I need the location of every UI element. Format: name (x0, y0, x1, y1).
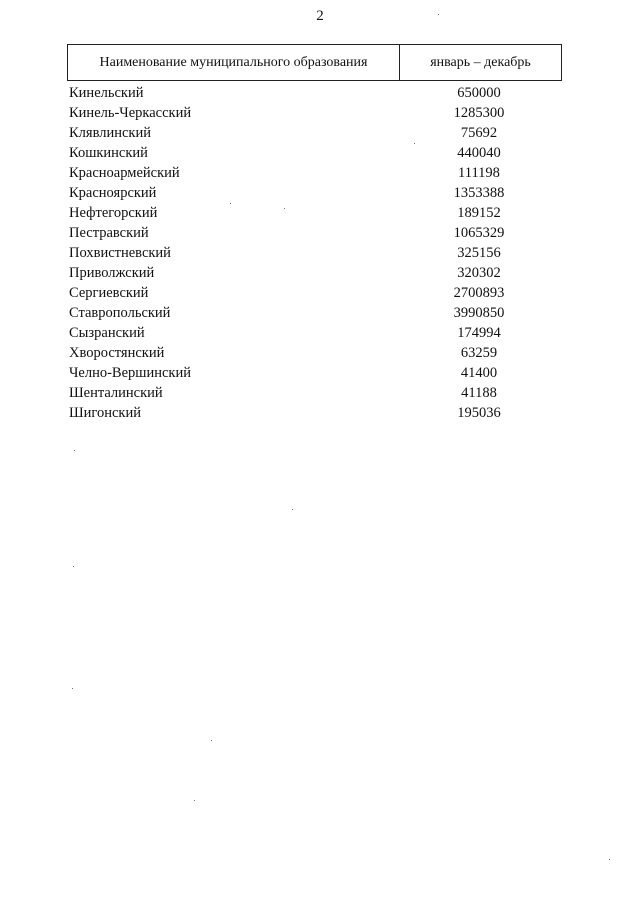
table-row (67, 343, 562, 363)
municipality-name: Похвистневский (69, 244, 171, 261)
table-row (67, 183, 562, 203)
municipality-name: Нефтегорский (69, 204, 158, 221)
table-row (67, 403, 562, 423)
table-header (67, 44, 562, 81)
annual-value: 1353388 (453, 184, 505, 201)
annual-value: 174994 (457, 324, 501, 341)
annual-value: 195036 (457, 404, 501, 421)
annual-value: 320302 (457, 264, 501, 281)
municipality-name: Шенталинский (69, 384, 163, 401)
column-header-period: январь – декабрь (430, 54, 531, 70)
table-row (67, 103, 562, 123)
municipality-name: Приволжский (69, 264, 155, 281)
annual-value: 41188 (461, 384, 497, 401)
table-row (67, 223, 562, 243)
municipality-name: Кинельский (69, 84, 144, 101)
annual-value: 1065329 (453, 224, 505, 241)
table-row (67, 83, 562, 103)
scan-speck (438, 14, 439, 15)
table-row (67, 283, 562, 303)
table-row (67, 383, 562, 403)
municipality-name: Хворостянский (69, 344, 165, 361)
table-row (67, 363, 562, 383)
scan-speck (284, 208, 285, 209)
municipality-name: Пестравский (69, 224, 149, 241)
scan-speck (72, 688, 73, 689)
scan-speck (211, 740, 212, 741)
table-row (67, 123, 562, 143)
municipality-name: Сергиевский (69, 284, 149, 301)
municipality-name: Кошкинский (69, 144, 148, 161)
scan-speck (74, 450, 75, 451)
table-row (67, 303, 562, 323)
municipality-name: Шигонский (69, 404, 141, 421)
annual-value: 63259 (460, 344, 498, 361)
municipality-name: Сызранский (69, 324, 145, 341)
municipality-name: Клявлинский (69, 124, 151, 141)
scan-speck (73, 566, 74, 567)
table-row (67, 143, 562, 163)
scan-speck (230, 203, 231, 204)
annual-value: 1285300 (453, 104, 505, 121)
scan-speck (292, 509, 293, 510)
municipality-name: Ставропольский (69, 304, 171, 321)
annual-value: 41400 (460, 364, 498, 381)
municipality-name: Кинель-Черкасский (69, 104, 192, 121)
column-header-municipality: Наименование муниципального образования (68, 45, 400, 80)
annual-value: 325156 (457, 244, 501, 261)
municipality-name: Красноармейский (69, 164, 180, 181)
annual-value: 111198 (458, 164, 500, 181)
table-row (67, 263, 562, 283)
scan-speck (194, 800, 195, 801)
table-row (67, 323, 562, 343)
table-row (67, 203, 562, 223)
page-number: 2 (316, 8, 324, 24)
annual-value: 440040 (457, 144, 501, 161)
scan-speck (414, 143, 415, 144)
table-row (67, 243, 562, 263)
annual-value: 75692 (460, 124, 498, 141)
table-row (67, 163, 562, 183)
annual-value: 2700893 (453, 284, 505, 301)
municipality-name: Красноярский (69, 184, 157, 201)
annual-value: 650000 (457, 84, 501, 101)
annual-value: 3990850 (453, 304, 505, 321)
annual-value: 189152 (457, 204, 501, 221)
table-body (67, 83, 562, 423)
municipality-name: Челно-Вершинский (69, 364, 191, 381)
scan-speck (609, 859, 610, 860)
